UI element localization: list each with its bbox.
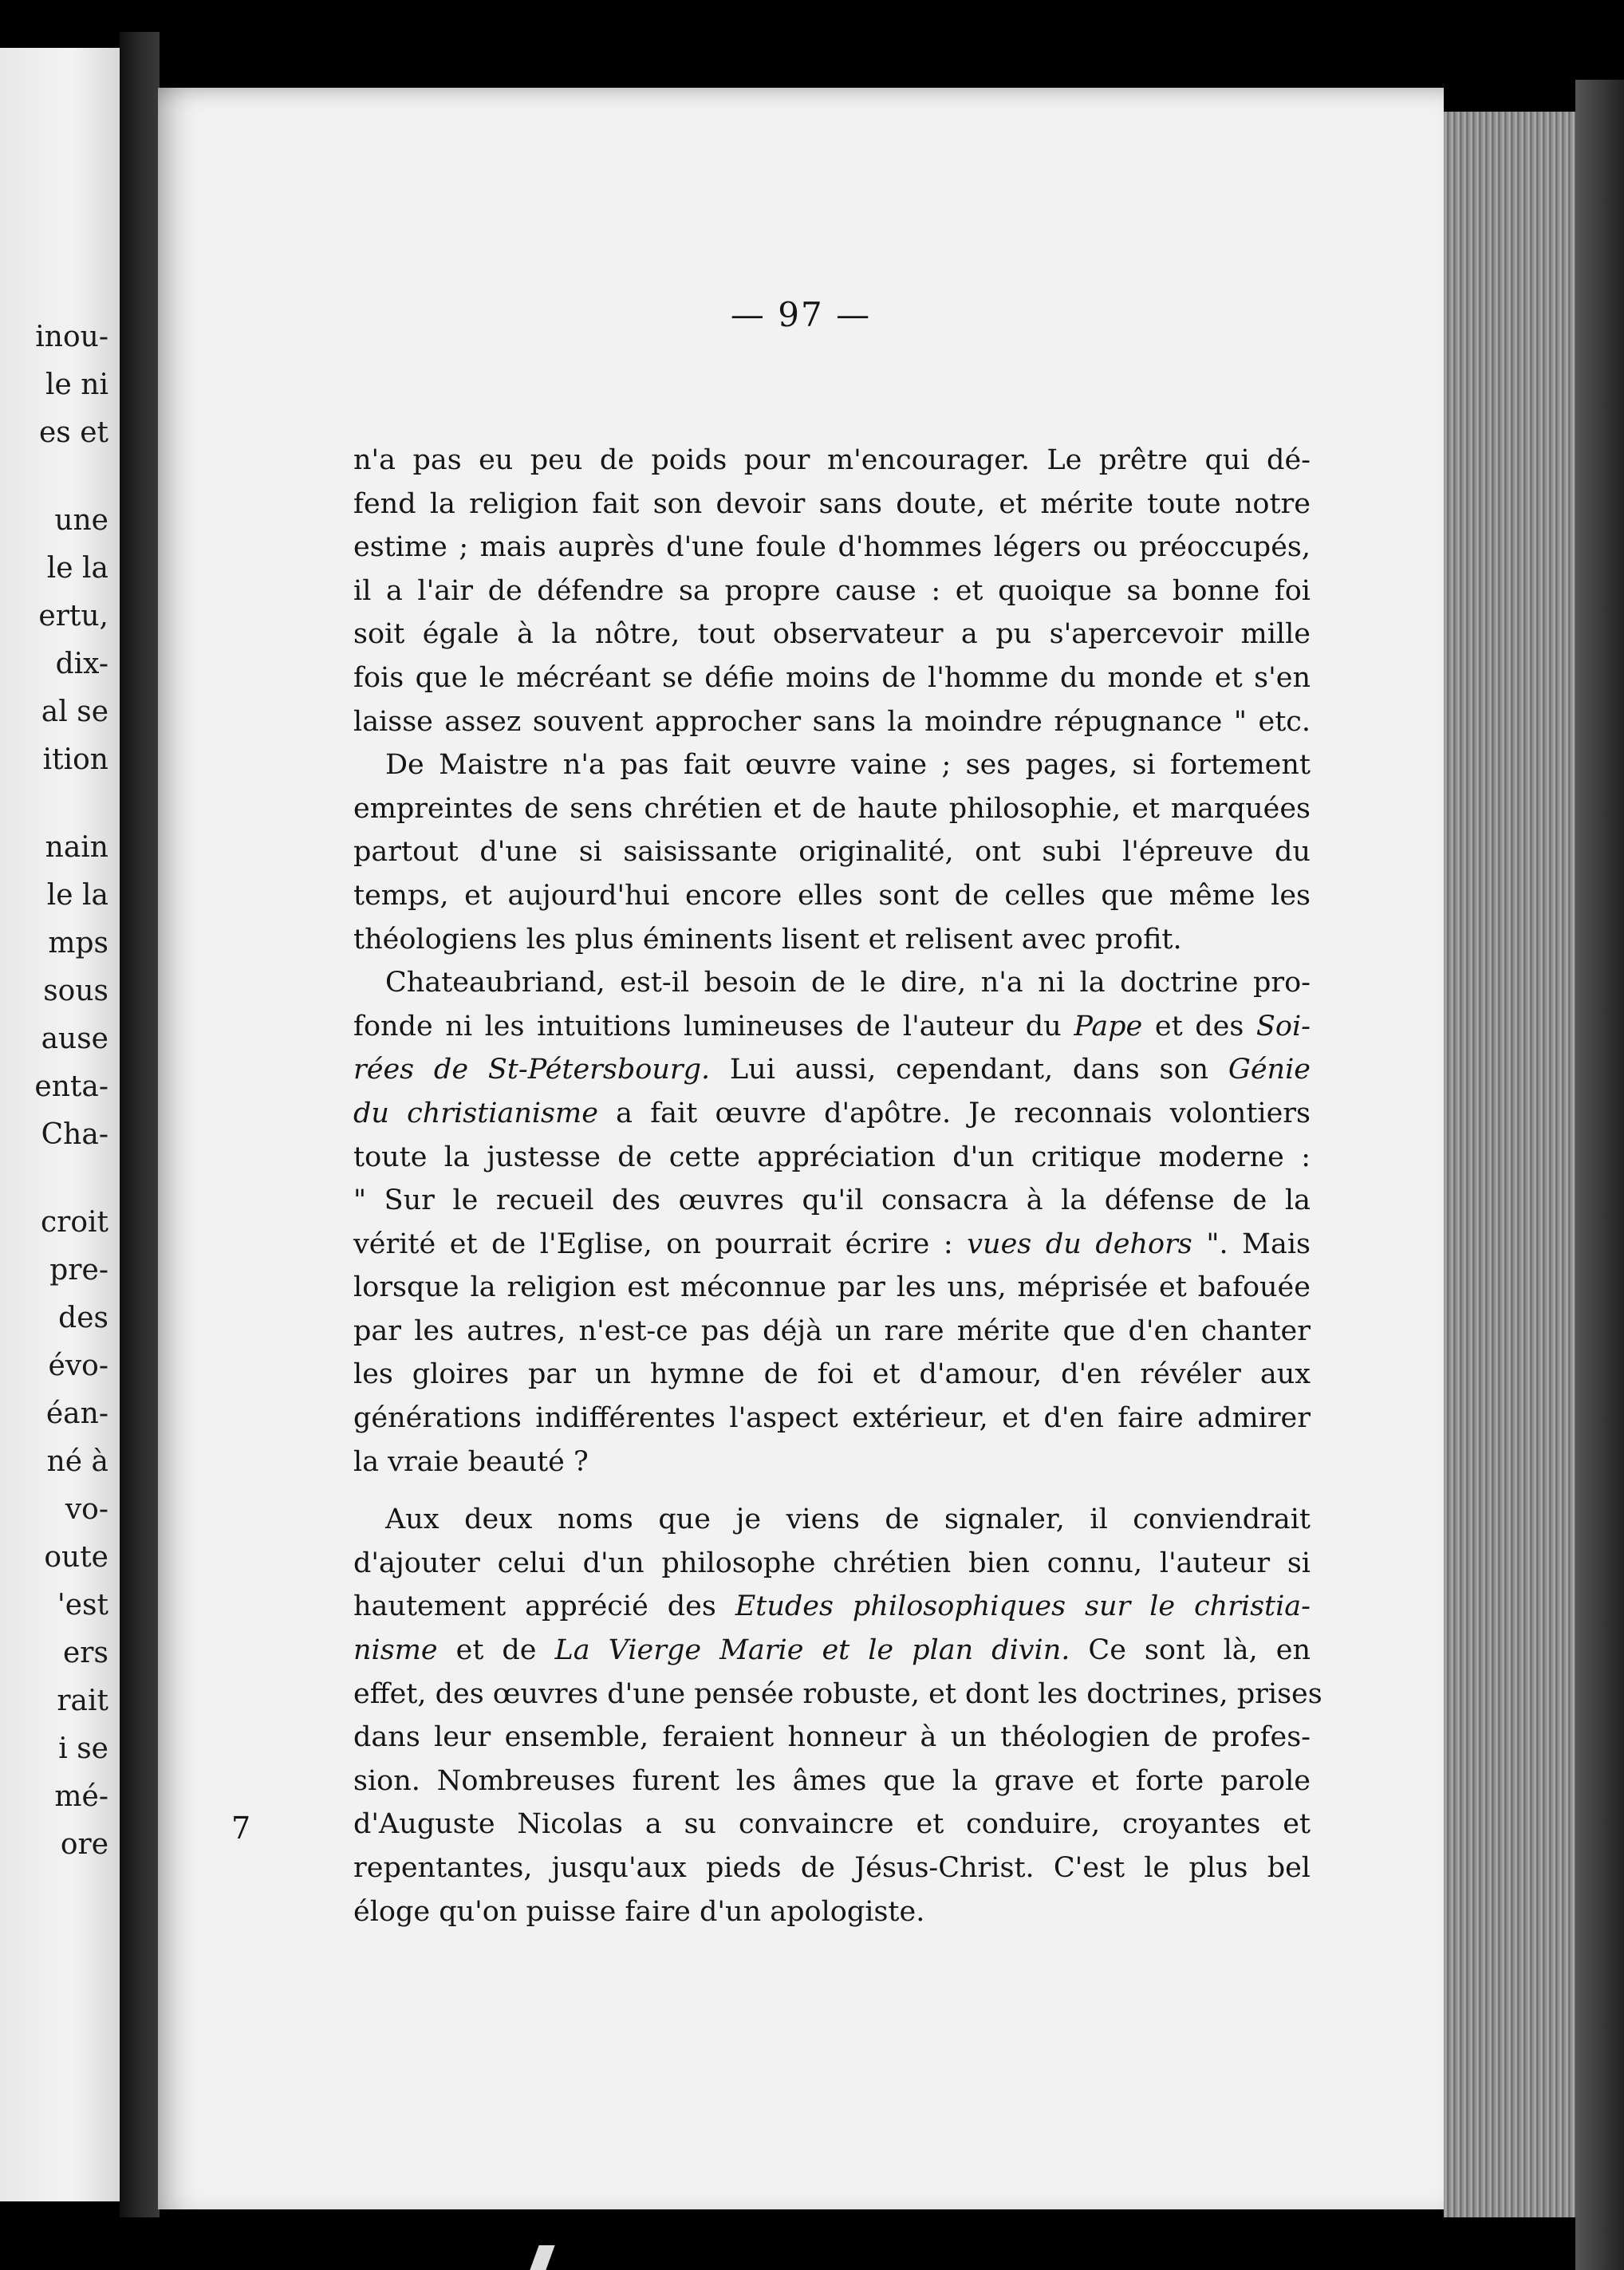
left-page-text-fragment: ition: [42, 743, 108, 776]
text-line: Aux deux noms que je viens de signaler, il conviendrait: [385, 1503, 1311, 1536]
text-line: générations indifférentes l'aspect extérieur, et d'en faire admirer: [353, 1402, 1311, 1435]
text-line: repentantes, jusqu'aux pieds de Jésus-Christ. C'est le plus bel: [353, 1852, 1311, 1884]
text-line: De Maistre n'a pas fait œuvre vaine ; ses pages, si fortement: [385, 749, 1311, 782]
left-page-text-fragment: une: [54, 504, 108, 537]
left-page-text-fragment: évo-: [48, 1350, 108, 1382]
text-line: soit égale à la nôtre, tout observateur a pu s'apercevoir mille: [353, 618, 1311, 651]
page-number: — 97 —: [730, 295, 872, 334]
book-page: [158, 88, 1444, 2209]
text-line: " Sur le recueil des œuvres qu'il consacra à la défense de la: [353, 1184, 1311, 1217]
left-page-text-fragment: ore: [60, 1828, 108, 1861]
signature-mark: 7: [231, 1811, 251, 1846]
left-page-text-fragment: croit: [40, 1206, 108, 1239]
text-line: d'Auguste Nicolas a su convaincre et conduire, croyantes et: [353, 1808, 1311, 1841]
text-line: fonde ni les intuitions lumineuses de l'auteur du Pape et des Soi-: [353, 1010, 1311, 1042]
adjacent-left-page: [0, 48, 120, 2201]
text-line: nisme et de La Vierge Marie et le plan divin. Ce sont là, en: [353, 1634, 1311, 1667]
text-line: d'ajouter celui d'un philosophe chrétien bien connu, l'auteur si: [353, 1547, 1311, 1579]
text-line: éloge qu'on puisse faire d'un apologiste.: [353, 1895, 925, 1928]
text-line: rées de St-Pétersbourg. Lui aussi, cependant, dans son Génie: [353, 1054, 1311, 1086]
left-page-text-fragment: rait: [57, 1685, 108, 1717]
left-page-text-fragment: al se: [41, 696, 108, 728]
left-page-text-fragment: pre-: [49, 1254, 108, 1287]
book-gutter-shadow: [120, 32, 160, 2217]
left-page-text-fragment: le ni: [45, 368, 108, 401]
text-line: n'a pas eu peu de poids pour m'encourager. Le prêtre qui dé-: [353, 444, 1311, 476]
left-page-text-fragment: le la: [46, 879, 108, 912]
text-line: les gloires par un hymne de foi et d'amour, d'en révéler aux: [353, 1358, 1311, 1391]
text-line: fois que le mécréant se défie moins de l'homme du monde et s'en: [353, 661, 1311, 694]
left-page-text-fragment: inou-: [35, 321, 108, 353]
left-page-text-fragment: i se: [58, 1732, 108, 1765]
left-page-text-fragment: enta-: [34, 1070, 108, 1103]
left-page-text-fragment: des: [58, 1302, 108, 1334]
text-line: fend la religion fait son devoir sans doute, et mérite toute notre: [353, 487, 1311, 520]
text-line: effet, des œuvres d'une pensée robuste, et dont les doctrines, prises: [353, 1677, 1322, 1710]
left-page-text-fragment: né à: [46, 1445, 108, 1478]
text-line: par les autres, n'est-ce pas déjà un rare mérite que d'en chanter: [353, 1314, 1311, 1347]
text-line: empreintes de sens chrétien et de haute philosophie, et marquées: [353, 792, 1311, 825]
left-page-text-fragment: 'est: [57, 1589, 108, 1622]
text-line: vérité et de l'Eglise, on pourrait écrire : vues du dehors ". Mais: [353, 1228, 1311, 1260]
text-line: temps, et aujourd'hui encore elles sont de celles que même les: [353, 879, 1311, 912]
book-edge-shadow-right: [1575, 80, 1624, 2270]
body-text: [353, 439, 1322, 1933]
text-line: la vraie beauté ?: [353, 1445, 589, 1478]
text-line: dans leur ensemble, feraient honneur à un théologien de profes-: [353, 1721, 1311, 1754]
left-page-text-fragment: ers: [63, 1637, 108, 1669]
left-page-text-fragment: ause: [41, 1023, 108, 1055]
text-line: du christianisme a fait œuvre d'apôtre. Je reconnais volontiers: [353, 1097, 1311, 1129]
text-line: sion. Nombreuses furent les âmes que la grave et forte parole: [353, 1764, 1311, 1797]
text-line: laisse assez souvent approcher sans la moindre répugnance " etc.: [353, 705, 1311, 738]
left-page-text-fragment: vo-: [65, 1493, 108, 1526]
left-page-text-fragment: es et: [39, 416, 108, 449]
left-page-text-fragment: Cha-: [41, 1118, 108, 1151]
text-line: il a l'air de défendre sa propre cause : et quoique sa bonne foi: [353, 574, 1311, 607]
left-page-text-fragment: sous: [43, 975, 108, 1007]
text-line: partout d'une si saisissante originalité, ont subi l'épreuve du: [353, 836, 1311, 869]
left-page-text-fragment: éan-: [45, 1397, 108, 1430]
scan-artifact: [530, 2245, 554, 2270]
left-page-text-fragment: le la: [46, 552, 108, 585]
left-page-text-fragment: ertu,: [38, 600, 108, 633]
text-line: estime ; mais auprès d'une foule d'hommes légers ou préoccupés,: [353, 531, 1311, 564]
left-page-text-fragment: nain: [45, 831, 108, 864]
text-line: toute la justesse de cette appréciation d'un critique moderne :: [353, 1141, 1311, 1173]
text-line: hautement apprécié des Etudes philosophiques sur le christia-: [353, 1590, 1311, 1623]
left-page-text-fragment: dix-: [55, 648, 108, 680]
left-page-text-fragment: mé-: [54, 1780, 108, 1813]
text-line: Chateaubriand, est-il besoin de le dire, n'a ni la doctrine pro-: [385, 967, 1311, 999]
text-line: théologiens les plus éminents lisent et relisent avec profit.: [353, 923, 1182, 956]
left-page-text-fragment: mps: [48, 927, 108, 960]
text-line: lorsque la religion est méconnue par les uns, méprisée et bafouée: [353, 1271, 1311, 1304]
left-page-text-fragment: oute: [44, 1541, 108, 1574]
